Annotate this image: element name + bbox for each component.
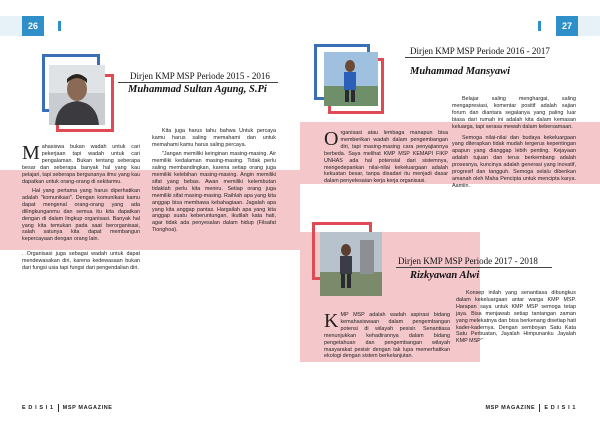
footer — [22, 404, 113, 412]
page-number: 26 — [22, 16, 44, 36]
drop-cap: K — [324, 310, 339, 332]
paragraph: Konsep inilah yang senantiasa dibungkus dalam kekeluargaan antar warga KMP MSP. Harapan saya untuk KMP MSP semoga tetap jaya. Bisa menjawab setiap tantangan zaman yang melekatnya dan bisa berkenang disetiap hati kader-kadernya. Dengan semboyan Satu Kata Satu Perbuatan, Jayalah Himpunanku Jayalah KMP MSP" — [456, 290, 576, 345]
divider — [118, 82, 278, 83]
paragraph: rganisasi atau lembaga manapun bisa memberikan wadah dalam pengembangan diri, tapi masing-masing cara penyajiannya berbeda. Saya melihat KMP MSP KEMAPI FIKP UNHAS ada hal potensial dari sistemnya, mengedepankan nilai-nilai kekeluargaan adalah kekuatan besar, tanpa disadari itu menjadi dasar dalam penyelesaian kerja kerja organisasi. — [324, 130, 448, 185]
paragraph: MP MSP adalah wadah aspirasi bidang kemahasiswaan dalam pengembangan potensi di wilayah pesisir. Senantiasa menunjukkan kehadirannya dalam bidang pengetahuan dan pengembangan wilayah masyarakat pesisir dengan tak lupa memerhatikan ekologi dengan sistem berkelanjutan. — [324, 312, 450, 360]
section-name: Rizkyawan Alwi — [410, 270, 480, 281]
section-period: Dirjen KMP MSP Periode 2015 - 2016 — [130, 71, 270, 81]
header-bar — [0, 16, 22, 36]
portrait-photo — [320, 232, 382, 296]
footer — [485, 404, 576, 412]
left-column-1 — [22, 144, 140, 275]
paragraph: ahasiswa bukan wadah untuk cari pekerjaan tapi wadah untuk cari pengalaman. Bukan tentang seberapa besar dan seberapa banyak hal yang kau pelajari, tapi seberapa bergunanya ilmu yang kau dapatkan untuk orang-orang di sekitarmu. — [22, 144, 140, 185]
footer-separator — [539, 404, 540, 412]
drop-cap: O — [324, 128, 339, 150]
header-accent — [58, 21, 61, 31]
magazine-label: MSP MAGAZINE — [485, 405, 536, 411]
magazine-label: MSP MAGAZINE — [62, 405, 113, 411]
paragraph: Kita juga harus tahu bahwa Untuk percaya kamu harus saling memahami dan untuk memahami kamu harus saling percaya. — [152, 128, 276, 148]
paragraph: . Organisasi juga sebagai wadah untuk dapat mendewasakan diri, karena kedewasaan bukan dari fungsi usia tapi fungsi dari pengendalian diri. — [22, 251, 140, 272]
right-column-2 — [452, 96, 576, 192]
portrait-photo — [49, 65, 105, 125]
section-period: Dirjen KMP MSP Periode 2017 - 2018 — [398, 256, 538, 266]
drop-cap: M — [22, 142, 40, 164]
left-column-2 — [152, 128, 276, 237]
quote-paragraph: "Jangan memiliki keinginan masing-masing. Air memiliki kedalaman masing-masing. Tidak perlu saling membandingkan, karena setiap orang juga memiliki kelebihan masing-masing. Angin memiliki sifat yang bebas. Awan memiliki kelembutan tidaklah perlu kita meniru. Setiap orang juga memiliki sifat masing-masing. Raihlah apa yang kita anggap bisa membawa kebahagiaan. Jagalah apa yang kita anggap pantas. Hargailah apa yang kita anggap suatu keberuntungan, ikutilah kata hati, agar tidak ada penyesalan dalam hidup (Filsafat Tionghoa). — [152, 151, 276, 234]
edition-label: E D I S I 1 — [22, 405, 54, 411]
right-column-1 — [324, 130, 448, 188]
paragraph: Belajar saling menghargai, saling mengapresiasi, komentar positif adalah sajian forum dan diantara segalanya yang paling luar biasa dari rumah ini adalah kita dalam kemasan keluarga, tapi serasa mewah dalam kebersamaan. — [452, 96, 576, 130]
header-accent — [538, 21, 541, 31]
section-period: Dirjen KMP MSP Periode 2016 - 2017 — [410, 46, 550, 56]
divider — [405, 57, 545, 58]
edition-label: E D I S I 1 — [544, 405, 576, 411]
section-name: Muhammad Mansyawi — [410, 66, 511, 77]
paragraph: Semoga nilai-nilai dan budaya kekeluargaan yang diterapkan tidak mudah tergerus kepentingan apapun yang dianggap lebih penting. Kejayaan adalah tujuan dan terus berkembang adalah prosesnya, kuncinya adalah generasi yang inovatif, progresif dan tangguh. Semoga selalu diberikan amanah oleh Maha Pencipta untuk mencipta karya. Aamiin. — [452, 134, 576, 189]
footer-separator — [58, 404, 59, 412]
divider — [396, 267, 552, 268]
right-column-3 — [324, 312, 450, 363]
page-number: 27 — [556, 16, 578, 36]
right-column-4 — [456, 290, 576, 348]
portrait-photo — [324, 52, 378, 106]
section-name: Muhammad Sultan Agung, S.Pi — [128, 84, 267, 95]
paragraph: Hal yang pertama yang harus diperhatikan adalah "komunikasi". Dengan komunikasi kamu dapat mengenal orang-orang yang ada dilingkunganmu dan semua itu kita dapatkan dengan di dalam lingkup organisasi. Banyak hal yang kita temukan pada saat berorganisasi, salah satunya kita dapat membangun kepercayaan dengan orang lain. — [22, 188, 140, 243]
right-page — [300, 0, 600, 424]
